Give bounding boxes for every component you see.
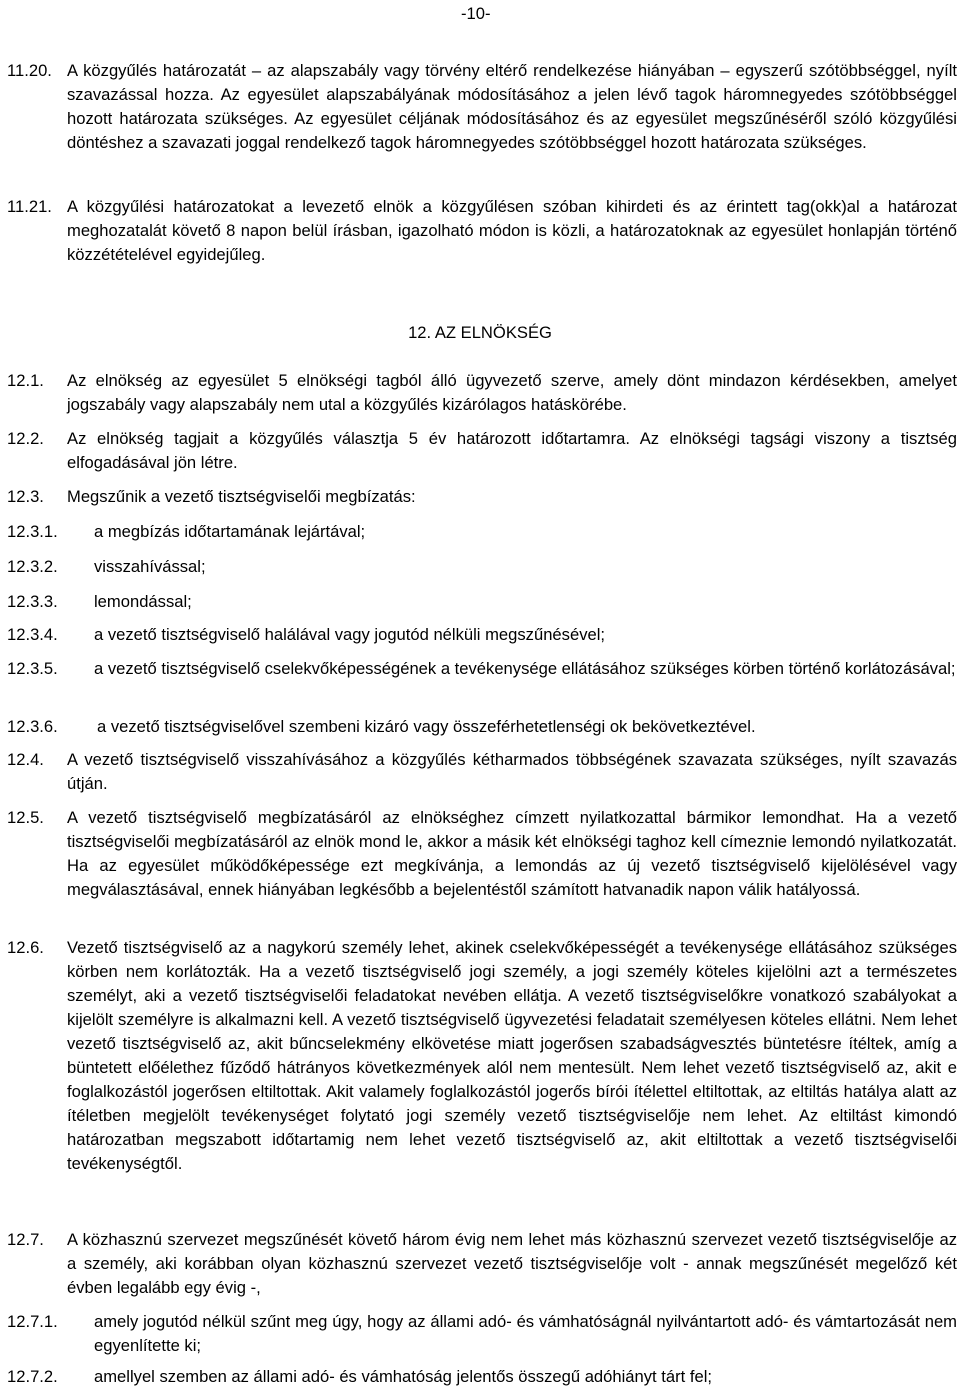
paragraph-number: 12.1. [7, 371, 44, 390]
list-item-text: visszahívással; [94, 557, 206, 576]
paragraph-text: A közgyűlés határozatát – az alapszabály vagy törvény eltérő rendelkezése hiányában – egyszerű szótöbbséggel, nyílt szavazással hozza. Az egyesület alapszabályának módosításához a jelen lévő tagok háromnegyedes szótöbbséggel hozott határozata szükséges. Az egyesület céljának módosításához és az egyesület megszűnéséről szóló közgyűlési döntéshez a szavazati joggal rendelkező tagok háromnegyedes szótöbbséggel hozott határozata szükséges. [67, 61, 957, 152]
paragraph-text: Az elnökség tagjait a közgyűlés választja 5 év határozott időtartamra. Az elnökségi tagsági viszony a tisztség elfogadásával jön létre. [67, 429, 957, 472]
list-item-text: amely jogutód nélkül szűnt meg úgy, hogy az állami adó- és vámhatóságnál nyilvántartott adó- és vámtartozását nem egyenlítette ki; [94, 1312, 957, 1355]
list-item-text: a vezető tisztségviselő cselekvőképességének a tevékenysége ellátásához szükséges körben történő korlátozásával; [94, 659, 956, 678]
list-item-number: 12.3.6. [7, 717, 58, 736]
paragraph-number: 12.6. [7, 938, 44, 957]
paragraph-text: Megszűnik a vezető tisztségviselői megbízatás: [67, 487, 416, 506]
list-item-number: 12.3.4. [7, 625, 58, 644]
paragraph-text: Az elnökség az egyesület 5 elnökségi tagból álló ügyvezető szerve, amely dönt mindazon kérdésekben, amelyet jogszabály vagy alapszabály nem utal a közgyűlés kizárólagos hatáskörébe. [67, 371, 957, 414]
paragraph-number: 11.21. [7, 197, 52, 216]
paragraph-number: 12.7. [7, 1230, 44, 1249]
section-heading: 12. AZ ELNÖKSÉG [408, 323, 552, 342]
paragraph-text: A vezető tisztségviselő visszahívásához a közgyűlés kétharmados többségének szavazata szükséges, nyílt szavazás útján. [67, 750, 957, 793]
paragraph-text: A vezető tisztségviselő megbízatásáról az elnökséghez címzett nyilatkozattal bármikor lemondhat. Ha a vezető tisztségviselői megbízatásáról az elnök mond le, akkor a másik két elnökségi taghoz kell címeznie lemondó nyilatkozatát. Ha az egyesület működőképessége ezt megkívánja, a lemondás az új vezető tisztségviselő kijelölésével vagy megválasztásával, ennek hiányában legkésőbb a bejelentéstől számított hatvanadik napon válik hatályossá. [67, 808, 957, 899]
paragraph-number: 12.2. [7, 429, 44, 448]
list-item-number: 12.3.3. [7, 592, 58, 611]
paragraph-text: A közgyűlési határozatokat a levezető elnök a közgyűlésen szóban kihirdeti és az érintett tag(okk)al a határozat meghozatalát követő 8 napon belül írásban, igazolható módon is közli, a határozatoknak az egyesület honlapján történő közzétételével egyidejűleg. [67, 197, 957, 264]
list-item-text: a vezető tisztségviselővel szembeni kizáró vagy összeférhetetlenségi ok bekövetkeztével. [97, 717, 756, 736]
list-item-number: 12.3.1. [7, 522, 58, 541]
list-item-number: 12.7.2. [7, 1367, 58, 1386]
paragraph-number: 12.4. [7, 750, 44, 769]
page-number: -10- [461, 4, 491, 23]
paragraph-number: 11.20. [7, 61, 52, 80]
list-item-text: a megbízás időtartamának lejártával; [94, 522, 366, 541]
list-item-number: 12.3.2. [7, 557, 58, 576]
list-item-text: amellyel szemben az állami adó- és vámhatóság jelentős összegű adóhiányt tárt fel; [94, 1367, 712, 1386]
list-item-text: lemondással; [94, 592, 192, 611]
paragraph-text: Vezető tisztségviselő az a nagykorú személy lehet, akinek cselekvőképességét a tevékenysége ellátásához szükséges körben nem korlátozták. Ha a vezető tisztségviselő jogi személy, a jogi személy köteles kijelölni azt a természetes személyt, aki a vezető tisztségviselői feladatokat nevében ellátja. A vezető tisztségviselőkre vonatkozó szabályokat a kijelölt személyre is alkalmazni kell. A vezető tisztségviselő ügyvezetési feladatait személyesen köteles ellátni. Nem lehet vezető tisztségviselő az, akit bűncselekmény elkövetése miatt jogerősen szabadságvesztés büntetésre ítéltek, amíg a büntetett előélethez fűződő hátrányos következmények alól nem mentesült. Nem lehet vezető tisztségviselő az, akit e foglalkozástól jogerősen eltiltottak. Akit valamely foglalkozástól jogerős bírói ítélettel eltiltottak, az eltiltás hatálya alatt az ítéletben megjelölt tevékenységet folytató jogi személy vezető tisztségviselője nem lehet. Az eltiltást kimondó határozatban megszabott időtartamig nem lehet vezető tisztségviselő az, akit eltiltottak a vezető tisztségviselői tevékenységtől. [67, 938, 957, 1173]
paragraph-text: A közhasznú szervezet megszűnését követő három évig nem lehet más közhasznú szervezet vezető tisztségviselője az a személy, aki korábban olyan közhasznú szervezet vezető tisztségviselője volt - annak megszűnését megelőző két évben legalább egy évig -, [67, 1230, 957, 1297]
paragraph-number: 12.5. [7, 808, 44, 827]
list-item-text: a vezető tisztségviselő halálával vagy jogutód nélküli megszűnésével; [94, 625, 606, 644]
list-item-number: 12.7.1. [7, 1312, 58, 1331]
paragraph-number: 12.3. [7, 487, 44, 506]
list-item-number: 12.3.5. [7, 659, 58, 678]
